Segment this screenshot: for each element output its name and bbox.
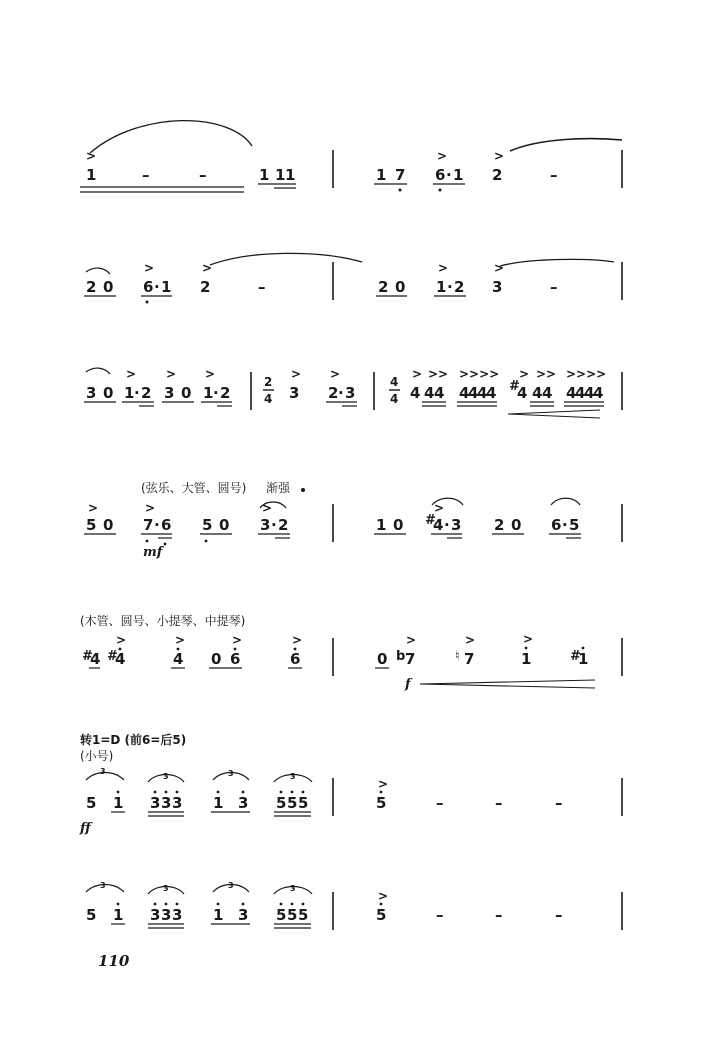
note: –: [495, 906, 503, 924]
note: 0: [181, 384, 192, 402]
note: 1: [521, 650, 532, 668]
score-row-2: [84, 253, 622, 303]
note: –: [142, 166, 150, 184]
tuplet-number: 3: [163, 884, 169, 893]
note: 0: [219, 516, 230, 534]
note: 6: [551, 516, 562, 534]
accent-mark: >>>>: [566, 367, 607, 381]
accent-mark: >: [378, 777, 389, 791]
note: 7: [405, 650, 416, 668]
flat-sign: b: [396, 649, 406, 664]
note: 5: [287, 794, 298, 812]
note: 4: [115, 650, 126, 668]
note: 0: [395, 278, 406, 296]
note: 2: [494, 516, 505, 534]
dynamic-mark: f: [405, 677, 411, 692]
tuplet-number: 3: [228, 769, 234, 778]
note: 1: [578, 650, 589, 668]
note: 0: [377, 650, 388, 668]
note: 2: [200, 278, 211, 296]
note: 1: [213, 906, 224, 924]
note: 0: [511, 516, 522, 534]
note: 4: [517, 384, 528, 402]
note: 5: [86, 906, 97, 924]
note: 3: [289, 384, 300, 402]
sharp-sign: #: [82, 649, 93, 664]
accent-mark: >: [438, 261, 449, 275]
note: 4: [575, 384, 586, 402]
accent-mark: >: [86, 149, 97, 163]
note: 4: [486, 384, 497, 402]
tuplet-number: 3: [290, 884, 296, 893]
note: 6: [435, 166, 446, 184]
key-change-label: 转1=D (前6=后5): [80, 733, 187, 747]
score-row-1: [80, 121, 622, 192]
note: 1: [259, 166, 270, 184]
note: –: [550, 166, 558, 184]
note: 7: [464, 650, 475, 668]
note: 2: [278, 516, 289, 534]
note: 0: [103, 278, 114, 296]
note: ·: [154, 516, 160, 534]
note: 7: [395, 166, 406, 184]
accent-mark: >: [88, 501, 99, 515]
note: 4: [532, 384, 543, 402]
accent-mark: >>: [428, 367, 449, 381]
note: 1: [436, 278, 447, 296]
note: 1: [161, 278, 172, 296]
score-row-6: [79, 732, 622, 836]
note: 4: [434, 384, 445, 402]
accent-mark: >: [437, 149, 448, 163]
note: 1: [376, 166, 387, 184]
sharp-sign: #: [107, 649, 118, 664]
note: 4: [90, 650, 101, 668]
accent-mark: >: [494, 149, 505, 163]
accent-mark: >: [494, 261, 505, 275]
accent-mark: >: [126, 367, 137, 381]
note: 3: [172, 794, 183, 812]
accent-mark: >>: [536, 367, 557, 381]
note: –: [555, 906, 563, 924]
score-row-4: [84, 480, 622, 560]
sharp-sign: #: [570, 649, 581, 664]
accent-mark: >: [144, 261, 155, 275]
note: 3: [238, 906, 249, 924]
note: 4: [593, 384, 604, 402]
note: 2: [454, 278, 465, 296]
accent-mark: >: [519, 367, 530, 381]
note: ·: [213, 384, 219, 402]
note: 4: [468, 384, 479, 402]
note: 5: [276, 906, 287, 924]
tuplet-number: 3: [290, 772, 296, 781]
note: 6: [143, 278, 154, 296]
note: ·: [271, 516, 277, 534]
note: 3: [451, 516, 462, 534]
time-signature-top: 4: [390, 375, 399, 389]
sharp-sign: #: [509, 379, 520, 394]
accent-mark: >: [116, 633, 127, 647]
accent-mark: >: [262, 501, 273, 515]
note: –: [555, 794, 563, 812]
note: –: [495, 794, 503, 812]
note: 6: [161, 516, 172, 534]
note: 4: [173, 650, 184, 668]
accent-mark: >: [291, 367, 302, 381]
instrument-label: (小号): [80, 749, 114, 763]
tuplet-number: 3: [228, 881, 234, 890]
note: 4: [477, 384, 488, 402]
note: 3: [345, 384, 356, 402]
note: 5: [287, 906, 298, 924]
note: 5: [276, 794, 287, 812]
accent-mark: >: [412, 367, 423, 381]
note: 3: [150, 906, 161, 924]
note: 1: [376, 516, 387, 534]
note: 1: [124, 384, 135, 402]
crescendo-hairpin: [420, 680, 595, 688]
note: 2: [220, 384, 231, 402]
time-signature-bottom: 4: [390, 392, 399, 406]
note: 1: [113, 794, 124, 812]
note: 3: [150, 794, 161, 812]
note: 5: [298, 794, 309, 812]
note: 3: [238, 794, 249, 812]
accent-mark: >: [378, 889, 389, 903]
note: ·: [444, 516, 450, 534]
note: 4: [459, 384, 470, 402]
note: 2: [492, 166, 503, 184]
note: –: [436, 794, 444, 812]
dynamic-mark: mf: [143, 545, 163, 560]
note: 6: [290, 650, 301, 668]
note: 5: [569, 516, 580, 534]
note: 3: [172, 906, 183, 924]
note: 2: [328, 384, 339, 402]
note: ·: [338, 384, 344, 402]
note: 0: [103, 516, 114, 534]
score-row-3: [84, 367, 622, 418]
note: 5: [298, 906, 309, 924]
accent-mark: >: [232, 633, 243, 647]
note: 1: [275, 166, 286, 184]
note: 1: [453, 166, 464, 184]
note: 1: [213, 794, 224, 812]
accent-mark: >: [202, 261, 213, 275]
accent-mark: >: [523, 632, 534, 646]
note: –: [550, 278, 558, 296]
note: 2: [141, 384, 152, 402]
note: 1: [113, 906, 124, 924]
note: 5: [376, 794, 387, 812]
note: 4: [542, 384, 553, 402]
note: 5: [202, 516, 213, 534]
note: 1: [285, 166, 296, 184]
time-signature-top: 2: [264, 375, 273, 389]
accent-mark: >: [205, 367, 216, 381]
note: 2: [378, 278, 389, 296]
note: 3: [260, 516, 271, 534]
score-row-5: [80, 613, 622, 692]
accent-mark: >: [166, 367, 177, 381]
tuplet-number: 3: [100, 767, 106, 776]
note: 0: [211, 650, 222, 668]
accent-mark: >: [330, 367, 341, 381]
accent-mark: >: [292, 633, 303, 647]
accent-mark: >: [145, 501, 156, 515]
accent-mark: >: [406, 633, 417, 647]
note: ·: [447, 278, 453, 296]
note: ·: [134, 384, 140, 402]
note: 3: [86, 384, 97, 402]
note: 3: [161, 906, 172, 924]
note: 5: [376, 906, 387, 924]
page-number: 110: [98, 952, 130, 970]
instrument-label: (木管、圆号、小提琴、中提琴): [80, 614, 246, 628]
natural-sign: ♮: [455, 649, 460, 664]
crescendo-hairpin: [508, 410, 600, 418]
instrument-label: (弦乐、大管、圆号): [141, 481, 247, 495]
note: –: [199, 166, 207, 184]
note: 0: [103, 384, 114, 402]
note: 1: [203, 384, 214, 402]
note: ·: [446, 166, 452, 184]
note: 4: [424, 384, 435, 402]
note: 5: [86, 794, 97, 812]
note: 2: [86, 278, 97, 296]
note: 3: [492, 278, 503, 296]
note: 4: [566, 384, 577, 402]
note: 5: [86, 516, 97, 534]
note: –: [258, 278, 266, 296]
note: 4: [433, 516, 444, 534]
note: 4: [410, 384, 421, 402]
dynamic-mark: ff: [80, 821, 91, 836]
note: 4: [584, 384, 595, 402]
accent-mark: >: [175, 633, 186, 647]
tuplet-number: 3: [163, 772, 169, 781]
accent-mark: >: [465, 633, 476, 647]
note: 7: [143, 516, 154, 534]
tuplet-number: 3: [100, 881, 106, 890]
score-row-7: [86, 881, 622, 930]
note: 6: [230, 650, 241, 668]
note: –: [436, 906, 444, 924]
note: ·: [154, 278, 160, 296]
note: ·: [562, 516, 568, 534]
note: 3: [164, 384, 175, 402]
note: 0: [393, 516, 404, 534]
crescendo-text: 渐强: [266, 481, 291, 495]
accent-mark: >: [434, 501, 445, 515]
time-signature-bottom: 4: [264, 392, 273, 406]
note: 1: [86, 166, 97, 184]
note: 3: [161, 794, 172, 812]
accent-mark: >>>>: [459, 367, 500, 381]
sharp-sign: #: [425, 513, 436, 528]
